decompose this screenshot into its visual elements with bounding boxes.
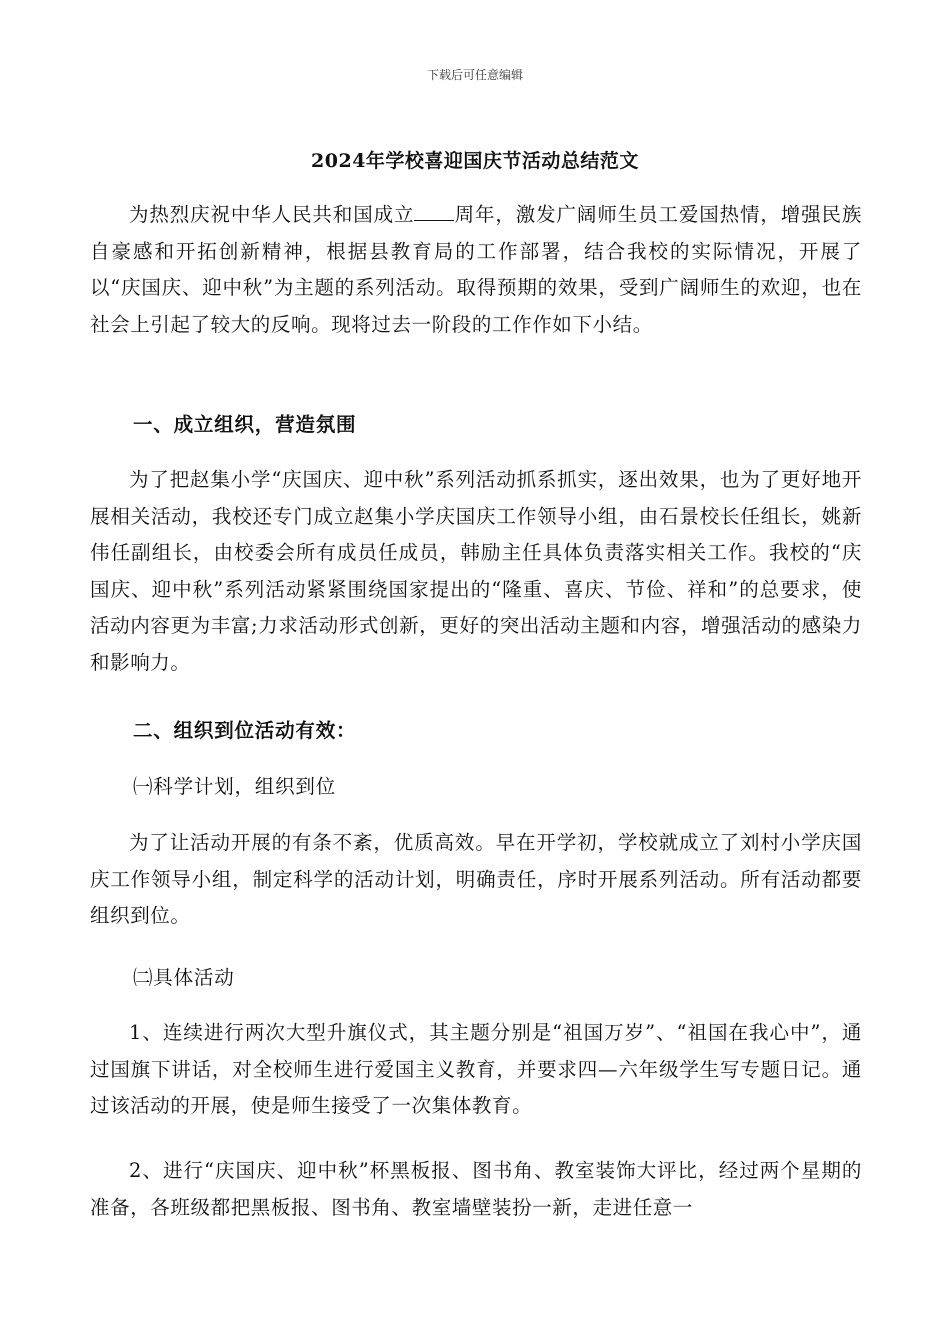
activity-item-1: 1、连续进行两次大型升旗仪式，其主题分别是“祖国万岁”、“祖国在我心中”，通过国旗下讲话，对全校师生进行爱国主义教育，并要求四—六年级学生写专题日记。通过该活动的开展，使是师生接受了一次集体教育。 [90,1021,862,1117]
intro-paragraph [90,197,862,343]
intro-text-after-blank: 周年，激发广阔师生员工爱国热情，增强民族自豪感和开拓创新精神，根据县教育局的工作部署，结合我校的实际情况，开展了以“庆国庆、迎中秋”为主题的系列活动。取得预期的效果，受到广阔师生的欢迎，也在社会上引起了较大的反响。现将过去一阶段的工作作如下小结。 [90,203,862,336]
subsection-1-heading: ㈠科学计划，组织到位 [133,775,337,798]
subsection-2-heading: ㈡具体活动 [133,966,235,989]
section-1-heading: 一、成立组织，营造氛围 [133,413,357,436]
header-note: 下载后可任意编辑 [426,68,523,82]
intro-text-before-blank: 为热烈庆祝中华人民共和国成立 [129,203,415,226]
activity-item-2: 2、进行“庆国庆、迎中秋”杯黑板报、图书角、教室装饰大评比，经过两个星期的准备，各班级都把黑板报、图书角、教室墙壁装扮一新，走进任意一 [90,1159,862,1219]
fill-in-blank [414,202,454,221]
section-1-paragraph: 为了把赵集小学“庆国庆、迎中秋”系列活动抓系抓实，逐出效果，也为了更好地开展相关活动，我校还专门成立赵集小学庆国庆工作领导小组，由石景校长任组长，姚新伟任副组长，由校委会所有成员任成员，韩励主任具体负责落实相关工作。我校的“庆国庆、迎中秋”系列活动紧紧围绕国家提出的“隆重、喜庆、节俭、祥和”的总要求，使活动内容更为丰富;力求活动形式创新，更好的突出活动主题和内容，增强活动的感染力和影响力。 [90,468,862,674]
document-title: 2024年学校喜迎国庆节活动总结范文 [311,150,639,172]
subsection-1-paragraph: 为了让活动开展的有条不紊，优质高效。早在开学初，学校就成立了刘村小学庆国庆工作领导小组，制定科学的活动计划，明确责任，序时开展系列活动。所有活动都要组织到位。 [90,831,862,927]
section-2-heading: 二、组织到位活动有效： [133,719,357,742]
